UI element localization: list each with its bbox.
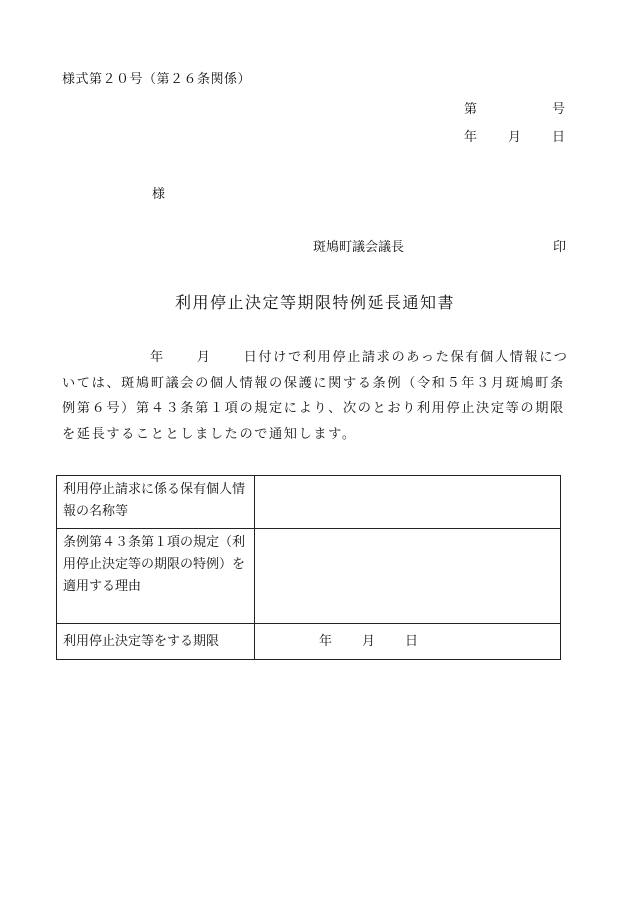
row-value-record-name[interactable] bbox=[255, 476, 561, 529]
document-title: 利用停止決定等期限特例延長通知書 bbox=[174, 293, 455, 312]
table-row bbox=[57, 529, 561, 624]
row-label-reason: 条例第４３条第１項の規定（利用停止決定等の期限の特例）を適用する理由 bbox=[57, 529, 255, 624]
deadline-day-label: 日 bbox=[405, 633, 419, 649]
addressee-suffix: 様 bbox=[152, 187, 166, 202]
row-value-deadline[interactable] bbox=[255, 624, 561, 660]
deadline-month-label: 月 bbox=[362, 633, 376, 649]
document-number-suffix: 号 bbox=[552, 102, 566, 117]
info-table bbox=[56, 475, 561, 660]
row-label-record-name: 利用停止請求に係る保有個人情報の名称等 bbox=[57, 476, 255, 529]
table-row bbox=[57, 624, 561, 660]
form-number: 様式第２０号（第２６条関係） bbox=[62, 72, 252, 87]
document-number-prefix: 第 bbox=[464, 102, 478, 117]
seal-mark: 印 bbox=[553, 240, 567, 255]
sender-name: 斑鳩町議会議長 bbox=[313, 240, 405, 255]
body-month-label: 月 bbox=[196, 350, 212, 365]
table-row bbox=[57, 476, 561, 529]
date-year-label: 年 bbox=[464, 130, 478, 145]
deadline-year-label: 年 bbox=[319, 633, 333, 649]
body-text: 日付けで利用停止請求のあった保有個人情報については、斑鳩町議会の個人情報の保護に関する条例（令和５年３月斑鳩町条例第６号）第４３条第１項の規定により、次のとおり利用停止決定等の期限を延長することとしましたので通知します。 bbox=[62, 350, 569, 442]
date-day-label: 日 bbox=[552, 130, 566, 145]
body-paragraph bbox=[62, 345, 577, 447]
body-year-label: 年 bbox=[150, 350, 165, 365]
date-month-label: 月 bbox=[508, 130, 522, 145]
row-label-deadline: 利用停止決定等をする期限 bbox=[57, 624, 255, 660]
row-value-reason[interactable] bbox=[255, 529, 561, 624]
